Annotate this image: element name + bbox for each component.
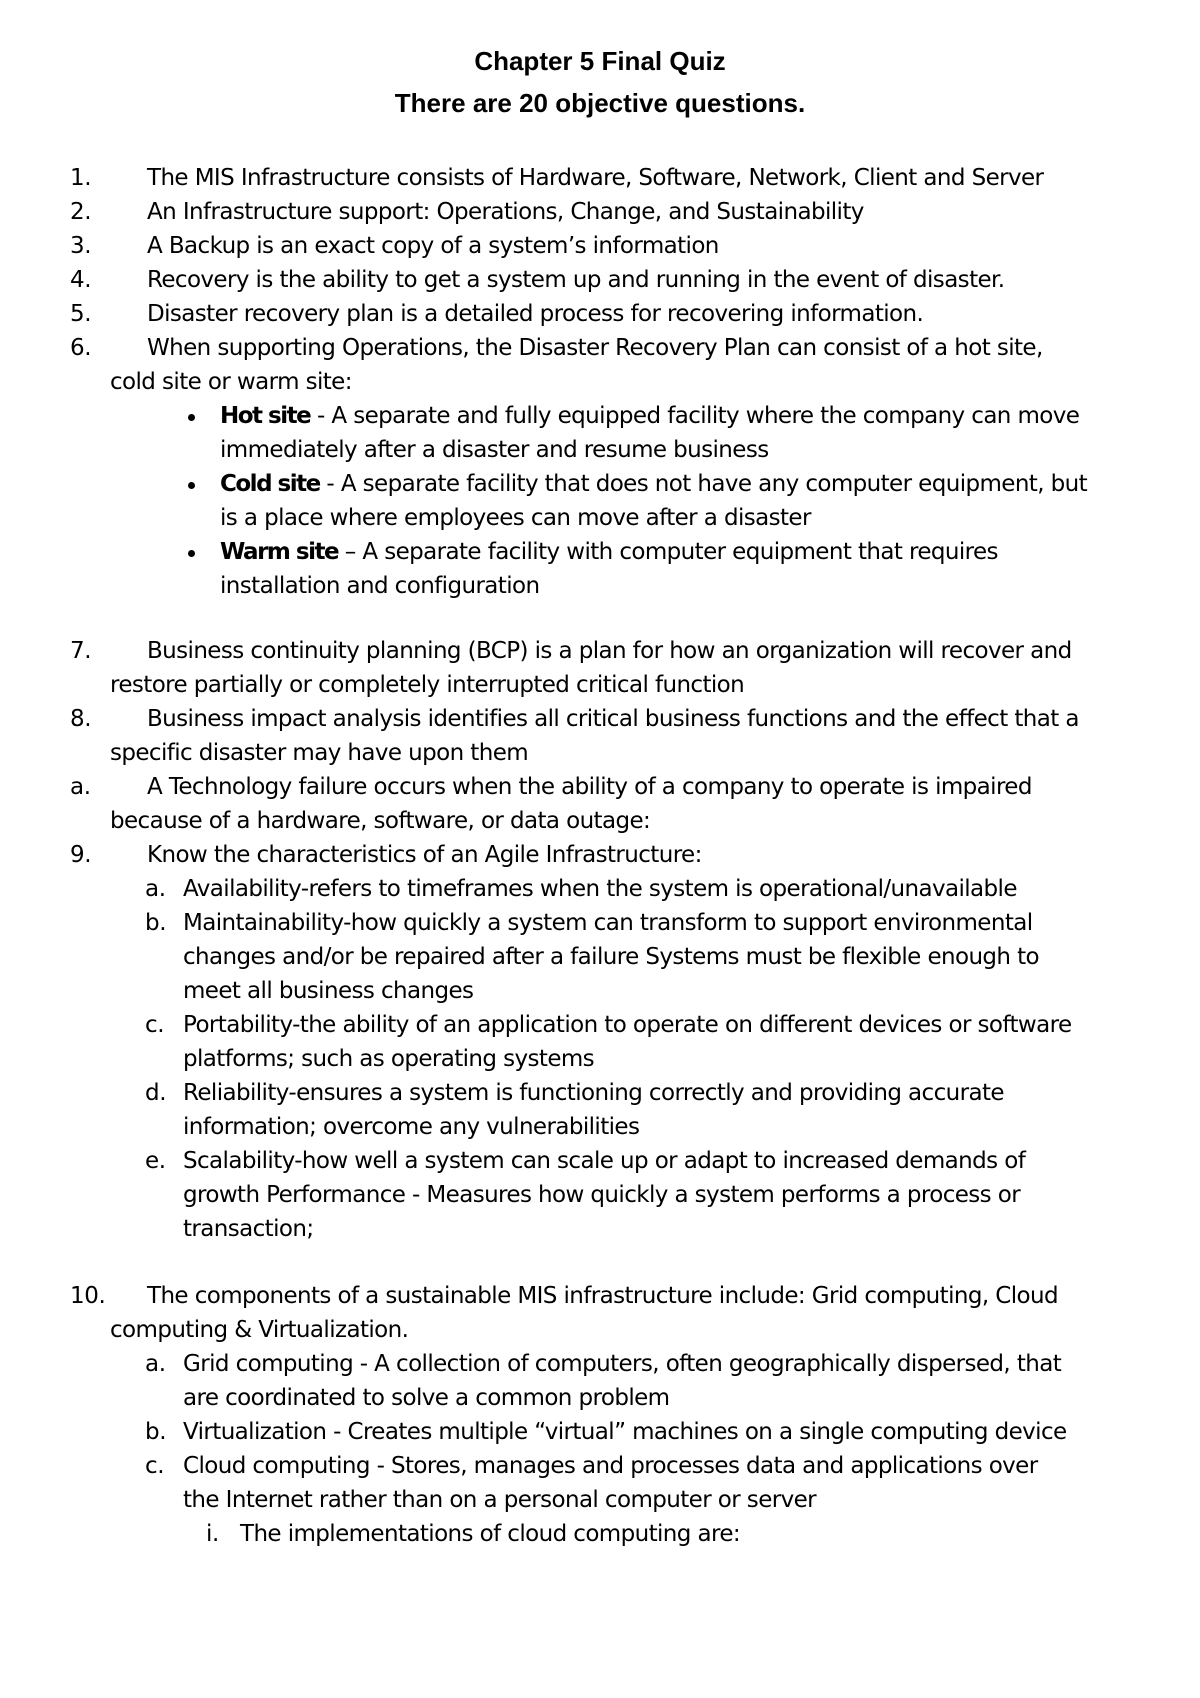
item-text: An Infrastructure support: Operations, Change, and Sustainability: [147, 199, 864, 225]
sub-text: information; overcome any vulnerabilities: [183, 1114, 640, 1140]
item-number: 5.: [70, 301, 92, 327]
page-title: Chapter 5 Final Quiz: [474, 46, 726, 76]
item-text: Business impact analysis identifies all critical business functions and the effect that a: [147, 706, 1079, 732]
site-line: [220, 470, 1087, 498]
bullet-icon: [188, 414, 195, 421]
sub-text: Virtualization - Creates multiple “virtual” machines on a single computing device: [183, 1419, 1067, 1445]
item-text: Business continuity planning (BCP) is a plan for how an organization will recover and: [147, 638, 1072, 664]
site-line: [220, 402, 1079, 430]
site-line: [220, 538, 998, 566]
site-term: Hot site: [220, 403, 311, 429]
sub-text: growth Performance - Measures how quickly a system performs a process or: [183, 1182, 1021, 1208]
item-number: 2.: [70, 199, 92, 225]
item-text: The components of a sustainable MIS infrastructure include: Grid computing, Cloud: [147, 1283, 1058, 1309]
item-text: restore partially or completely interrupted critical function: [110, 672, 745, 698]
page-subtitle: There are 20 objective questions.: [394, 88, 806, 118]
sub-text: Reliability-ensures a system is functioning correctly and providing accurate: [183, 1080, 1004, 1106]
site-term: Cold site: [220, 471, 320, 497]
item-number: 1.: [70, 165, 92, 191]
bullet-icon: [188, 550, 195, 557]
roman-text: The implementations of cloud computing are:: [240, 1521, 741, 1547]
sub-letter: d.: [145, 1080, 167, 1106]
site-separator: -: [310, 403, 332, 429]
item-number: 3.: [70, 233, 92, 259]
item-text: Recovery is the ability to get a system up and running in the event of disaster.: [147, 267, 1005, 293]
site-text: A separate facility with computer equipment that requires: [362, 539, 998, 565]
roman-numeral: i.: [206, 1521, 219, 1547]
sub-text: transaction;: [183, 1216, 314, 1242]
sub-text: Scalability-how well a system can scale up or adapt to increased demands of: [183, 1148, 1026, 1174]
item-text: specific disaster may have upon them: [110, 740, 529, 766]
sub-letter: b.: [145, 1419, 167, 1445]
item-number: a.: [70, 774, 91, 800]
item-text: A Backup is an exact copy of a system’s information: [147, 233, 719, 259]
item-text: because of a hardware, software, or data outage:: [110, 808, 651, 834]
item-number: 10.: [70, 1283, 106, 1309]
sub-text: Portability-the ability of an application to operate on different devices or software: [183, 1012, 1072, 1038]
sub-letter: c.: [145, 1453, 165, 1479]
item-number: 6.: [70, 335, 92, 361]
site-separator: -: [319, 471, 341, 497]
item-text: computing & Virtualization.: [110, 1317, 409, 1343]
sub-text: Grid computing - A collection of computers, often geographically dispersed, that: [183, 1351, 1062, 1377]
sub-text: Cloud computing - Stores, manages and processes data and applications over: [183, 1453, 1038, 1479]
item-text: Disaster recovery plan is a detailed process for recovering information.: [147, 301, 924, 327]
site-text: installation and configuration: [220, 573, 540, 599]
item-text: cold site or warm site:: [110, 369, 352, 395]
sub-text: meet all business changes: [183, 978, 474, 1004]
sub-text: changes and/or be repaired after a failure Systems must be flexible enough to: [183, 944, 1040, 970]
sub-text: Availability-refers to timeframes when the system is operational/unavailable: [183, 876, 1017, 902]
item-number: 8.: [70, 706, 92, 732]
site-text: A separate facility that does not have any computer equipment, but: [340, 471, 1088, 497]
item-text: When supporting Operations, the Disaster Recovery Plan can consist of a hot site,: [147, 335, 1043, 361]
item-number: 4.: [70, 267, 92, 293]
sub-letter: c.: [145, 1012, 165, 1038]
item-number: 7.: [70, 638, 92, 664]
site-term: Warm site: [220, 539, 339, 565]
sub-letter: a.: [145, 876, 166, 902]
sub-text: platforms; such as operating systems: [183, 1046, 595, 1072]
site-text: A separate and fully equipped facility where the company can move: [331, 403, 1080, 429]
sub-letter: e.: [145, 1148, 166, 1174]
item-text: The MIS Infrastructure consists of Hardware, Software, Network, Client and Server: [147, 165, 1044, 191]
item-text: A Technology failure occurs when the ability of a company to operate is impaired: [147, 774, 1032, 800]
sub-letter: a.: [145, 1351, 166, 1377]
sub-text: the Internet rather than on a personal computer or server: [183, 1487, 817, 1513]
item-text: Know the characteristics of an Agile Infrastructure:: [147, 842, 702, 868]
site-separator: –: [338, 539, 363, 565]
site-text: is a place where employees can move after a disaster: [220, 505, 811, 531]
sub-text: are coordinated to solve a common problem: [183, 1385, 670, 1411]
item-number: 9.: [70, 842, 92, 868]
site-text: immediately after a disaster and resume business: [220, 437, 769, 463]
bullet-icon: [188, 482, 195, 489]
sub-text: Maintainability-how quickly a system can transform to support environmental: [183, 910, 1033, 936]
sub-letter: b.: [145, 910, 167, 936]
